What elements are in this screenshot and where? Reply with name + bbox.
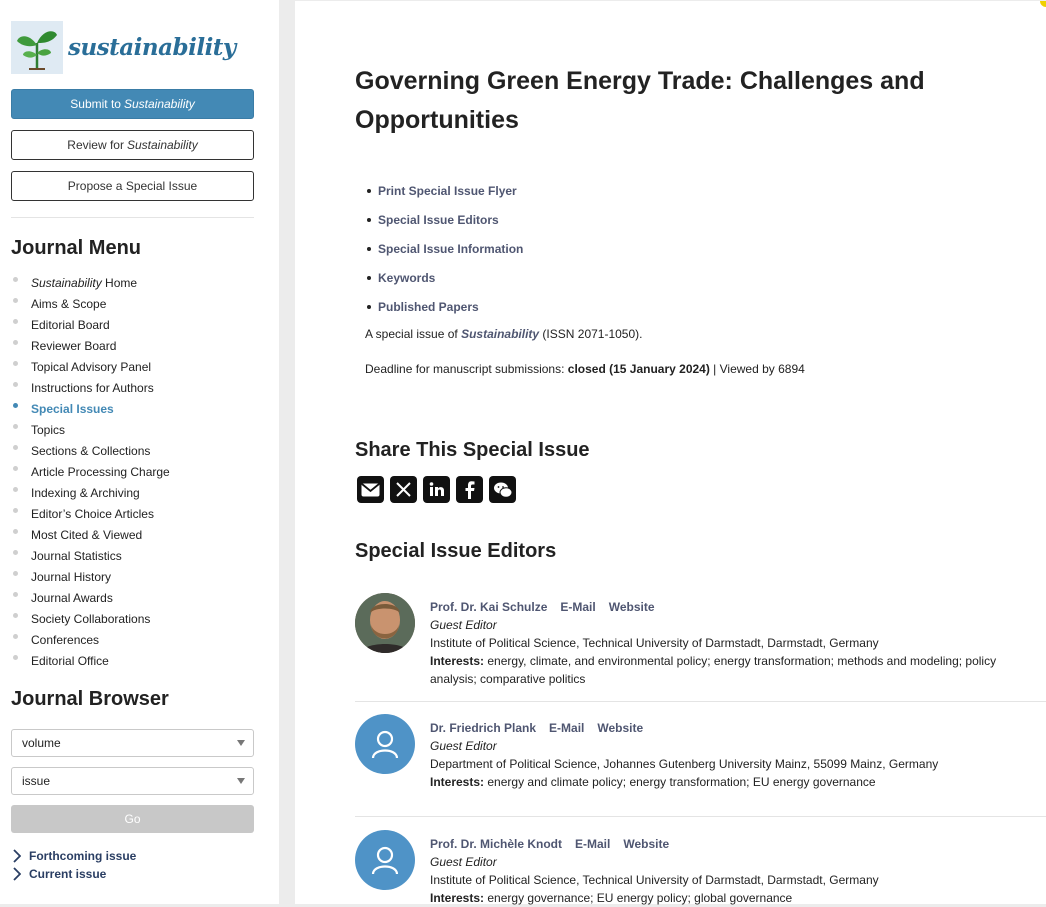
- toc-item-label: Print Special Issue Flyer: [378, 183, 517, 198]
- editor-photo: [355, 593, 415, 653]
- menu-item[interactable]: [13, 587, 170, 608]
- bullet-icon: [367, 189, 371, 193]
- journal-link[interactable]: Sustainability: [461, 327, 540, 341]
- bullet-icon: [13, 592, 18, 597]
- bullet-icon: [367, 218, 371, 222]
- main-content: [295, 1, 1046, 904]
- menu-item-label: Special Issues: [31, 401, 114, 416]
- email-link[interactable]: E-Mail: [549, 721, 585, 735]
- current-issue-label: Current issue: [29, 867, 107, 881]
- editor-links: [430, 835, 1040, 853]
- editor-card: [355, 713, 1046, 817]
- toc-item[interactable]: [367, 176, 523, 205]
- editor-links: [430, 719, 1040, 737]
- editor-card: [355, 592, 1046, 702]
- toc-item[interactable]: [367, 234, 523, 263]
- menu-item-special-issues[interactable]: [13, 398, 170, 419]
- menu-item-label: Journal Statistics: [31, 548, 122, 563]
- journal-menu-title: Journal Menu: [11, 237, 142, 259]
- propose-special-issue-button[interactable]: Propose a Special Issue: [11, 171, 254, 201]
- logo-text: sustainability: [68, 34, 236, 61]
- email-link[interactable]: E-Mail: [560, 600, 596, 614]
- review-label: Review for: [67, 138, 124, 152]
- toc-item[interactable]: [367, 205, 523, 234]
- facebook-icon[interactable]: [456, 476, 483, 503]
- website-link[interactable]: Website: [608, 600, 655, 614]
- caret-down-icon: [237, 740, 245, 746]
- volume-select[interactable]: [11, 729, 254, 757]
- menu-item-label: Indexing & Archiving: [31, 485, 140, 500]
- forthcoming-issue-link[interactable]: [13, 849, 136, 863]
- volume-select-value: volume: [22, 736, 61, 750]
- menu-item-label: Conferences: [31, 632, 100, 647]
- email-icon[interactable]: [357, 476, 384, 503]
- menu-item[interactable]: [13, 377, 170, 398]
- email-link[interactable]: E-Mail: [575, 837, 611, 851]
- divider: [11, 217, 254, 218]
- editor-card: [355, 829, 1046, 905]
- interests-text: energy and climate policy; energy transformation; EU energy governance: [487, 775, 876, 789]
- special-issue-prefix: A special issue of: [365, 327, 462, 341]
- deadline-line: [365, 362, 805, 376]
- menu-item-label: Article Processing Charge: [31, 464, 170, 479]
- menu-item[interactable]: [13, 566, 170, 587]
- menu-item-label: Sections & Collections: [31, 443, 151, 458]
- editor-name-link[interactable]: Prof. Dr. Kai Schulze: [430, 600, 548, 614]
- chevron-right-icon: [13, 867, 21, 881]
- bullet-icon: [13, 424, 18, 429]
- bullet-icon: [13, 655, 18, 660]
- menu-item-label: Journal Awards: [31, 590, 113, 605]
- viewed-count: | Viewed by 6894: [709, 362, 805, 376]
- user-avatar-icon: [355, 714, 415, 774]
- bullet-icon: [13, 487, 18, 492]
- menu-item[interactable]: [13, 524, 170, 545]
- editor-info: [430, 719, 1040, 791]
- bullet-icon: [13, 613, 18, 618]
- sidebar: [0, 0, 279, 904]
- bullet-icon: [367, 305, 371, 309]
- bullet-icon: [13, 403, 18, 408]
- toc-item[interactable]: [367, 263, 523, 292]
- menu-item[interactable]: [13, 461, 170, 482]
- editor-affiliation: Institute of Political Science, Technical University of Darmstadt, Darmstadt, Germany: [430, 636, 879, 650]
- menu-item[interactable]: [13, 314, 170, 335]
- journal-logo[interactable]: [11, 21, 236, 74]
- bullet-icon: [13, 550, 18, 555]
- journal-browser-title: Journal Browser: [11, 688, 169, 710]
- user-avatar-icon: [355, 830, 415, 890]
- issue-select-value: issue: [22, 774, 51, 788]
- journal-name: Sustainability: [126, 138, 198, 152]
- menu-item-label: Instructions for Authors: [31, 380, 154, 395]
- menu-home-suffix: Home: [101, 275, 138, 290]
- issue-select[interactable]: [11, 767, 254, 795]
- journal-name: Sustainability: [123, 97, 195, 111]
- menu-item[interactable]: [13, 293, 170, 314]
- interests-label: Interests:: [430, 775, 485, 789]
- bullet-icon: [367, 276, 371, 280]
- corner-decoration: [1040, 1, 1046, 7]
- menu-item-label: Reviewer Board: [31, 338, 117, 353]
- editor-info: [430, 835, 1040, 907]
- website-link[interactable]: Website: [623, 837, 670, 851]
- bullet-icon: [13, 298, 18, 303]
- bullet-icon: [13, 508, 18, 513]
- website-link[interactable]: Website: [597, 721, 644, 735]
- chevron-right-icon: [13, 849, 21, 863]
- wechat-icon[interactable]: [489, 476, 516, 503]
- editor-name-link[interactable]: Prof. Dr. Michèle Knodt: [430, 837, 563, 851]
- current-issue-link[interactable]: [13, 867, 106, 881]
- bullet-icon: [13, 634, 18, 639]
- journal-menu: [13, 272, 170, 671]
- bullet-icon: [13, 340, 18, 345]
- menu-item-label: Topics: [31, 422, 66, 437]
- menu-item-label: Society Collaborations: [31, 611, 151, 626]
- editors-title: Special Issue Editors: [355, 540, 557, 562]
- menu-item[interactable]: [13, 608, 170, 629]
- editor-links: [430, 598, 1040, 616]
- menu-item[interactable]: [13, 545, 170, 566]
- editor-info: [430, 598, 1040, 688]
- menu-item-home[interactable]: [13, 272, 170, 293]
- menu-item-label: Topical Advisory Panel: [31, 359, 152, 374]
- menu-item-label: Editor’s Choice Articles: [31, 506, 154, 521]
- review-button[interactable]: [11, 130, 254, 160]
- editor-interests: [430, 889, 1040, 907]
- menu-item[interactable]: [13, 629, 170, 650]
- toc-item[interactable]: [367, 292, 523, 321]
- caret-down-icon: [237, 778, 245, 784]
- go-button[interactable]: Go: [11, 805, 254, 833]
- editor-interests: [430, 773, 1040, 791]
- menu-item[interactable]: [13, 356, 170, 377]
- menu-item-label: Journal History: [31, 569, 112, 584]
- issn: (ISSN 2071-1050).: [539, 327, 643, 341]
- bullet-icon: [13, 319, 18, 324]
- share-icons: [357, 476, 522, 503]
- toc-item-label: Special Issue Editors: [378, 212, 499, 227]
- submit-label: Submit to: [70, 97, 121, 111]
- editor-affiliation: Institute of Political Science, Technical University of Darmstadt, Darmstadt, Germany: [430, 873, 879, 887]
- bullet-icon: [13, 382, 18, 387]
- editor-role: Guest Editor: [430, 618, 497, 632]
- interests-text: energy governance; EU energy policy; global governance: [487, 891, 793, 905]
- menu-item-label: Editorial Board: [31, 317, 110, 332]
- menu-item[interactable]: [13, 440, 170, 461]
- bullet-icon: [13, 361, 18, 366]
- leaf-logo-icon: [11, 21, 63, 74]
- interests-label: Interests:: [430, 891, 485, 905]
- toc-item-label: Keywords: [378, 270, 436, 285]
- interests-text: energy, climate, and environmental policy; energy transformation; methods and modeling; policy analysis; comparative politics: [430, 654, 997, 686]
- menu-item-label: Editorial Office: [31, 653, 109, 668]
- menu-item[interactable]: [13, 335, 170, 356]
- editor-interests: [430, 652, 1040, 688]
- menu-item[interactable]: [13, 503, 170, 524]
- table-of-contents: [367, 176, 523, 321]
- submit-button[interactable]: [11, 89, 254, 119]
- menu-item-label: Most Cited & Viewed: [31, 527, 143, 542]
- deadline-prefix: Deadline for manuscript submissions:: [365, 362, 568, 376]
- editor-role: Guest Editor: [430, 739, 497, 753]
- deadline-value: closed (15 January 2024): [567, 362, 710, 376]
- menu-item[interactable]: [13, 419, 170, 440]
- toc-item-label: Special Issue Information: [378, 241, 524, 256]
- journal-name: Sustainability: [31, 275, 102, 290]
- interests-label: Interests:: [430, 654, 485, 668]
- bullet-icon: [13, 571, 18, 576]
- menu-item[interactable]: [13, 650, 170, 671]
- x-twitter-icon[interactable]: [390, 476, 417, 503]
- forthcoming-issue-label: Forthcoming issue: [29, 849, 137, 863]
- editor-affiliation: Department of Political Science, Johannes Gutenberg University Mainz, 55099 Mainz, Germany: [430, 757, 939, 771]
- menu-item[interactable]: [13, 482, 170, 503]
- toc-item-label: Published Papers: [378, 299, 479, 314]
- bullet-icon: [13, 277, 18, 282]
- page-title: Governing Green Energy Trade: Challenges and Opportunities: [355, 67, 925, 134]
- bullet-icon: [13, 445, 18, 450]
- special-issue-note: [365, 327, 642, 341]
- linkedin-icon[interactable]: [423, 476, 450, 503]
- menu-item-label: Aims & Scope: [31, 296, 107, 311]
- bullet-icon: [367, 247, 371, 251]
- bullet-icon: [13, 466, 18, 471]
- editor-role: Guest Editor: [430, 855, 497, 869]
- share-title: Share This Special Issue: [355, 439, 590, 461]
- bullet-icon: [13, 529, 18, 534]
- editor-name-link[interactable]: Dr. Friedrich Plank: [430, 721, 537, 735]
